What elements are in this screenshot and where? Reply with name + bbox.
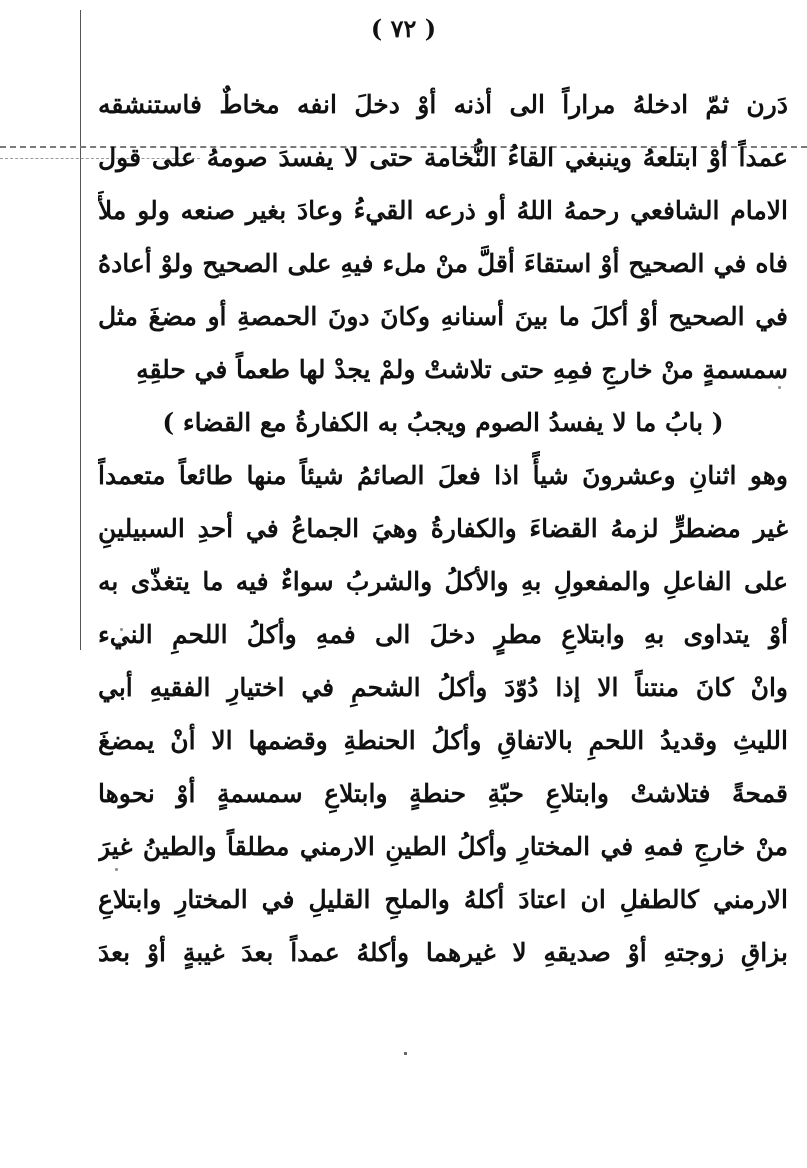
- text-line: وهو اثنانِ وعشرونَ شيأً اذا فعلَ الصائمُ شيئاً منها طائعاً متعمداً: [98, 461, 788, 490]
- text-line: الليثِ وقديدُ اللحمِ بالاتفاقِ وأكلُ الحنطةِ وقضمها الا أنْ يمضغَ: [98, 726, 788, 755]
- section-heading: ( بابُ ما لا يفسدُ الصوم ويجبُ به الكفارةُ مع القضاء ): [162, 408, 724, 437]
- page-number: ( ٧٢ ): [370, 14, 437, 43]
- text-line: وانْ كانَ منتناً الا إذا دُوّدَ وأكلُ الشحمِ في اختيارِ الفقيهِ أبي: [98, 673, 788, 702]
- text-line: الارمني كالطفلِ ان اعتادَ أكلهُ والملحِ القليلِ في المختارِ وابتلاعِ: [98, 885, 788, 914]
- text-line: منْ خارجِ فمهِ في المختارِ وأكلُ الطينِ الارمني مطلقاً والطينُ غيرَ: [98, 832, 788, 861]
- scan-speck: [404, 1052, 407, 1055]
- text-line: بزاقِ زوجتهِ أوْ صديقهِ لا غيرهما وأكلهُ عمداً بعدَ غيبةٍ أوْ بعدَ: [98, 938, 788, 967]
- text-line: دَرن ثمّ ادخلهُ مراراً الى أذنه أوْ دخلَ انفه مخاطٌ فاستنشقه: [98, 90, 788, 119]
- text-line: عمداً أوْ ابتلعهُ وينبغي القاءُ النُّخامة حتى لا يفسدَ صومهُ على قول: [98, 143, 788, 172]
- text-line: سمسمةٍ منْ خارجِ فمِهِ حتى تلاشتْ ولمْ يجدْ لها طعماً في حلقِهِ: [136, 355, 788, 384]
- text-line: فاه في الصحيح أوْ استقاءَ أقلَّ منْ ملء فيهِ على الصحيح ولوْ أعادهُ: [98, 249, 788, 278]
- text-line: على الفاعلِ والمفعولِ بهِ والأكلُ والشربُ سواءٌ فيه ما يتغذّى به: [98, 567, 788, 596]
- text-line: في الصحيح أوْ أكلَ ما بينَ أسنانهِ وكانَ دونَ الحمصةِ أو مضغَ مثل: [98, 302, 788, 331]
- text-line: قمحةً فتلاشتْ وابتلاعِ حبّةِ حنطةٍ وابتلاعِ سمسمةٍ أوْ نحوها: [98, 779, 788, 808]
- margin-rule: [80, 10, 81, 650]
- text-line: أوْ يتداوى بهِ وابتلاعِ مطرٍ دخلَ الى فمهِ وأكلُ اللحمِ النيء: [98, 620, 788, 649]
- body-text: [98, 78, 788, 979]
- text-line: الامام الشافعي رحمهُ اللهُ أو ذرعه القيءُ وعادَ بغير صنعه ولو ملأَ: [98, 196, 788, 225]
- text-line: غير مضطرٍّ لزمهُ القضاءَ والكفارةُ وهيَ الجماعُ في أحدِ السبيلينِ: [98, 514, 788, 543]
